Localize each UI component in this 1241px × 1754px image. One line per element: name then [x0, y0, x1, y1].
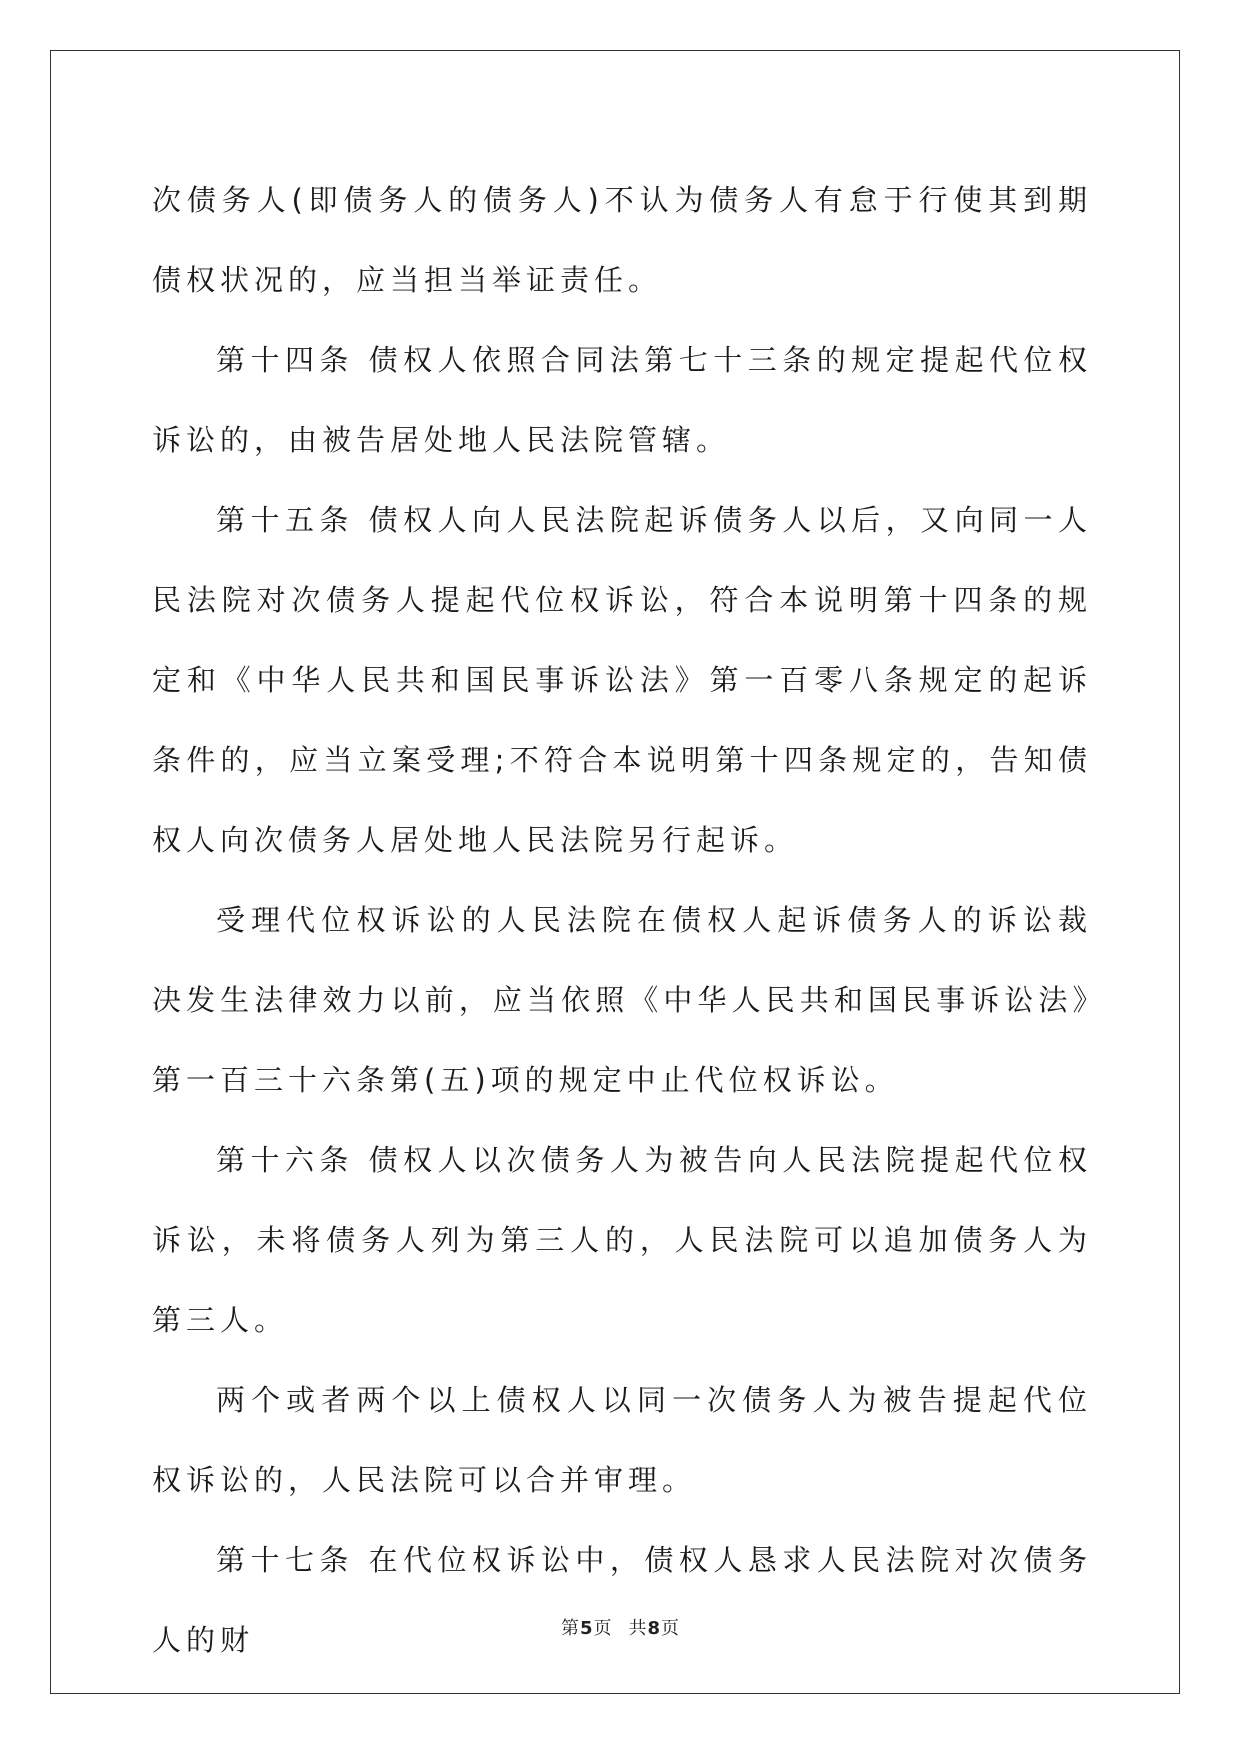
document-body [152, 160, 1092, 1680]
total-prefix: 共 [628, 1618, 648, 1639]
paragraph-7: 第十七条 在代位权诉讼中，债权人恳求人民法院对次债务人的财 [152, 1543, 1092, 1657]
paragraph-5: 第十六条 债权人以次债务人为被告向人民法院提起代位权诉讼，未将债务人列为第三人的，人民法院可以追加债务人为第三人。 [152, 1143, 1092, 1337]
paragraph-6: 两个或者两个以上债权人以同一次债务人为被告提起代位权诉讼的，人民法院可以合并审理。 [152, 1383, 1092, 1497]
total-suffix: 页 [661, 1618, 681, 1639]
paragraph-3: 第十五条 债权人向人民法院起诉债务人以后，又向同一人民法院对次债务人提起代位权诉讼，符合本说明第十四条的规定和《中华人民共和国民事诉讼法》第一百零八条规定的起诉条件的，应当立案受理;不符合本说明第十四条规定的，告知债权人向次债务人居处地人民法院另行起诉。 [152, 503, 1092, 857]
page-footer [0, 1614, 1241, 1640]
paragraph-2: 第十四条 债权人依照合同法第七十三条的规定提起代位权诉讼的，由被告居处地人民法院管辖。 [152, 343, 1092, 457]
page-prefix: 第 [560, 1618, 580, 1639]
page-number: 5 [579, 1618, 594, 1639]
paragraph-1: 次债务人(即债务人的债务人)不认为债务人有怠于行使其到期债权状况的，应当担当举证责任。 [152, 183, 1092, 297]
paragraph-4: 受理代位权诉讼的人民法院在债权人起诉债务人的诉讼裁决发生法律效力以前，应当依照《中华人民共和国民事诉讼法》第一百三十六条第(五)项的规定中止代位权诉讼。 [152, 903, 1092, 1097]
total-pages: 8 [647, 1618, 662, 1639]
page-suffix: 页 [593, 1618, 613, 1639]
